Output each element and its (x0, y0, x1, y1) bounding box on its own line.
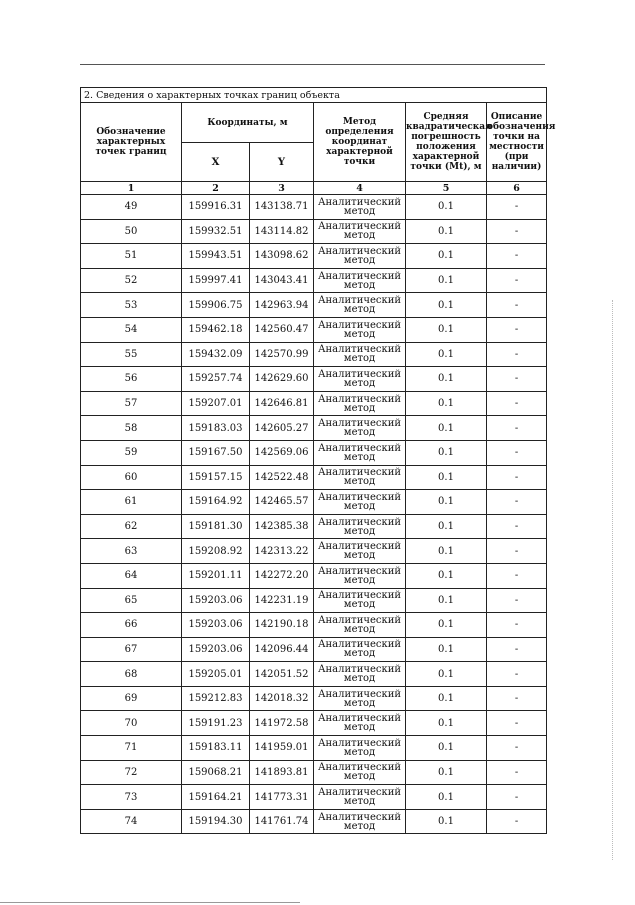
header-x: X (182, 143, 250, 182)
cell-y: 143114.82 (250, 219, 314, 244)
cell-desc: - (487, 195, 547, 220)
table-row (81, 514, 547, 539)
cell-x: 159167.50 (182, 440, 250, 465)
cell-point: 72 (81, 760, 182, 785)
column-number: 6 (487, 182, 547, 195)
cell-mt: 0.1 (406, 736, 487, 761)
cell-x: 159208.92 (182, 539, 250, 564)
cell-point: 59 (81, 440, 182, 465)
cell-desc: - (487, 637, 547, 662)
table-row (81, 416, 547, 441)
cell-mt: 0.1 (406, 268, 487, 293)
cell-mt: 0.1 (406, 637, 487, 662)
section-title: 2. Сведения о характерных точках границ объекта (81, 88, 547, 103)
cell-point: 54 (81, 317, 182, 342)
table-row (81, 809, 547, 834)
cell-method: Аналитический метод (314, 637, 406, 662)
cell-x: 159183.11 (182, 736, 250, 761)
table-row (81, 785, 547, 810)
cell-x: 159257.74 (182, 367, 250, 392)
column-number: 5 (406, 182, 487, 195)
cell-mt: 0.1 (406, 662, 487, 687)
cell-mt: 0.1 (406, 416, 487, 441)
cell-method: Аналитический метод (314, 367, 406, 392)
cell-method: Аналитический метод (314, 268, 406, 293)
cell-point: 58 (81, 416, 182, 441)
cell-point: 55 (81, 342, 182, 367)
cell-x: 159943.51 (182, 244, 250, 269)
cell-desc: - (487, 490, 547, 515)
cell-x: 159205.01 (182, 662, 250, 687)
cell-x: 159164.92 (182, 490, 250, 515)
cell-y: 142190.18 (250, 613, 314, 638)
table-row (81, 711, 547, 736)
cell-point: 53 (81, 293, 182, 318)
cell-point: 69 (81, 686, 182, 711)
cell-x: 159068.21 (182, 760, 250, 785)
cell-point: 63 (81, 539, 182, 564)
cell-mt: 0.1 (406, 219, 487, 244)
cell-x: 159207.01 (182, 391, 250, 416)
cell-method: Аналитический метод (314, 195, 406, 220)
cell-x: 159203.06 (182, 613, 250, 638)
cell-method: Аналитический метод (314, 686, 406, 711)
cell-y: 141972.58 (250, 711, 314, 736)
cell-desc: - (487, 219, 547, 244)
cell-method: Аналитический метод (314, 416, 406, 441)
cell-x: 159906.75 (182, 293, 250, 318)
cell-point: 64 (81, 563, 182, 588)
cell-desc: - (487, 342, 547, 367)
cell-y: 143043.41 (250, 268, 314, 293)
cell-mt: 0.1 (406, 785, 487, 810)
cell-y: 142560.47 (250, 317, 314, 342)
cell-desc: - (487, 293, 547, 318)
cell-method: Аналитический метод (314, 809, 406, 834)
cell-desc: - (487, 514, 547, 539)
cell-mt: 0.1 (406, 244, 487, 269)
header-error: Средняя квадратическая погрешность положения характерной точки (Mt), м (406, 103, 487, 182)
cell-desc: - (487, 416, 547, 441)
table-row (81, 760, 547, 785)
cell-y: 141773.31 (250, 785, 314, 810)
cell-desc: - (487, 440, 547, 465)
column-number: 1 (81, 182, 182, 195)
cell-x: 159203.06 (182, 588, 250, 613)
cell-y: 142272.20 (250, 563, 314, 588)
cell-x: 159181.30 (182, 514, 250, 539)
header-desc: Описание обозначения точки на местности (при наличии) (487, 103, 547, 182)
cell-mt: 0.1 (406, 293, 487, 318)
table-row (81, 391, 547, 416)
cell-mt: 0.1 (406, 391, 487, 416)
cell-mt: 0.1 (406, 563, 487, 588)
cell-x: 159191.23 (182, 711, 250, 736)
cell-y: 142051.52 (250, 662, 314, 687)
cell-mt: 0.1 (406, 195, 487, 220)
cell-mt: 0.1 (406, 613, 487, 638)
cell-mt: 0.1 (406, 465, 487, 490)
cell-y: 142231.19 (250, 588, 314, 613)
cell-mt: 0.1 (406, 539, 487, 564)
table-row (81, 195, 547, 220)
cell-point: 65 (81, 588, 182, 613)
cell-desc: - (487, 563, 547, 588)
cell-desc: - (487, 613, 547, 638)
cell-x: 159462.18 (182, 317, 250, 342)
cell-desc: - (487, 686, 547, 711)
top-rule (80, 64, 545, 65)
cell-x: 159194.30 (182, 809, 250, 834)
cell-mt: 0.1 (406, 686, 487, 711)
cell-x: 159183.03 (182, 416, 250, 441)
cell-mt: 0.1 (406, 342, 487, 367)
cell-x: 159916.31 (182, 195, 250, 220)
cell-point: 73 (81, 785, 182, 810)
cell-method: Аналитический метод (314, 440, 406, 465)
cell-x: 159201.11 (182, 563, 250, 588)
column-number: 3 (250, 182, 314, 195)
cell-desc: - (487, 367, 547, 392)
cell-y: 142096.44 (250, 637, 314, 662)
cell-desc: - (487, 785, 547, 810)
table-row (81, 613, 547, 638)
cell-point: 57 (81, 391, 182, 416)
table-row (81, 662, 547, 687)
cell-point: 50 (81, 219, 182, 244)
cell-point: 62 (81, 514, 182, 539)
cell-x: 159212.83 (182, 686, 250, 711)
table-row (81, 563, 547, 588)
table-row (81, 342, 547, 367)
cell-y: 142629.60 (250, 367, 314, 392)
table-row (81, 268, 547, 293)
cell-point: 66 (81, 613, 182, 638)
cell-y: 141959.01 (250, 736, 314, 761)
cell-desc: - (487, 317, 547, 342)
table-row (81, 317, 547, 342)
cell-desc: - (487, 391, 547, 416)
cell-x: 159432.09 (182, 342, 250, 367)
cell-method: Аналитический метод (314, 244, 406, 269)
header-coords: Координаты, м (182, 103, 314, 143)
table-row (81, 367, 547, 392)
cell-y: 142605.27 (250, 416, 314, 441)
cell-method: Аналитический метод (314, 662, 406, 687)
cell-y: 143138.71 (250, 195, 314, 220)
cell-y: 142313.22 (250, 539, 314, 564)
cell-y: 142018.32 (250, 686, 314, 711)
table-body (81, 195, 547, 834)
cell-mt: 0.1 (406, 514, 487, 539)
cell-point: 68 (81, 662, 182, 687)
cell-desc: - (487, 588, 547, 613)
cell-mt: 0.1 (406, 711, 487, 736)
cell-desc: - (487, 809, 547, 834)
cell-y: 142570.99 (250, 342, 314, 367)
cell-x: 159997.41 (182, 268, 250, 293)
cell-desc: - (487, 244, 547, 269)
cell-y: 142646.81 (250, 391, 314, 416)
cell-point: 67 (81, 637, 182, 662)
cell-mt: 0.1 (406, 317, 487, 342)
cell-point: 70 (81, 711, 182, 736)
cell-method: Аналитический метод (314, 785, 406, 810)
cell-y: 142522.48 (250, 465, 314, 490)
cell-y: 142465.57 (250, 490, 314, 515)
cell-point: 60 (81, 465, 182, 490)
table-row (81, 588, 547, 613)
cell-desc: - (487, 711, 547, 736)
cell-desc: - (487, 539, 547, 564)
table-row (81, 686, 547, 711)
cell-mt: 0.1 (406, 490, 487, 515)
cell-mt: 0.1 (406, 367, 487, 392)
cell-desc: - (487, 760, 547, 785)
cell-point: 71 (81, 736, 182, 761)
table-row (81, 244, 547, 269)
cell-point: 52 (81, 268, 182, 293)
cell-method: Аналитический метод (314, 563, 406, 588)
boundary-points-table (80, 87, 556, 834)
cell-method: Аналитический метод (314, 514, 406, 539)
cell-method: Аналитический метод (314, 293, 406, 318)
cell-mt: 0.1 (406, 588, 487, 613)
cell-method: Аналитический метод (314, 465, 406, 490)
column-number: 4 (314, 182, 406, 195)
cell-point: 61 (81, 490, 182, 515)
cell-desc: - (487, 662, 547, 687)
cell-desc: - (487, 736, 547, 761)
cell-point: 49 (81, 195, 182, 220)
cell-y: 143098.62 (250, 244, 314, 269)
cell-x: 159932.51 (182, 219, 250, 244)
cell-x: 159164.21 (182, 785, 250, 810)
cell-method: Аналитический метод (314, 317, 406, 342)
cell-method: Аналитический метод (314, 613, 406, 638)
table-row (81, 465, 547, 490)
cell-mt: 0.1 (406, 760, 487, 785)
column-number: 2 (182, 182, 250, 195)
cell-point: 74 (81, 809, 182, 834)
header-method: Метод определения координат характерной точки (314, 103, 406, 182)
table-row (81, 219, 547, 244)
table-row (81, 637, 547, 662)
margin-dotted-line (612, 300, 614, 860)
cell-mt: 0.1 (406, 809, 487, 834)
cell-method: Аналитический метод (314, 760, 406, 785)
cell-y: 142385.38 (250, 514, 314, 539)
cell-y: 141761.74 (250, 809, 314, 834)
cell-method: Аналитический метод (314, 711, 406, 736)
cell-point: 51 (81, 244, 182, 269)
cell-desc: - (487, 465, 547, 490)
cell-method: Аналитический метод (314, 588, 406, 613)
cell-x: 159203.06 (182, 637, 250, 662)
header-point: Обозначение характерных точек границ (81, 103, 182, 182)
cell-y: 142963.94 (250, 293, 314, 318)
table-row (81, 293, 547, 318)
cell-x: 159157.15 (182, 465, 250, 490)
header-y: Y (250, 143, 314, 182)
cell-method: Аналитический метод (314, 391, 406, 416)
cell-y: 141893.81 (250, 760, 314, 785)
cell-method: Аналитический метод (314, 736, 406, 761)
cell-desc: - (487, 268, 547, 293)
cell-method: Аналитический метод (314, 219, 406, 244)
cell-method: Аналитический метод (314, 539, 406, 564)
table-row (81, 440, 547, 465)
cell-method: Аналитический метод (314, 342, 406, 367)
cell-mt: 0.1 (406, 440, 487, 465)
cell-y: 142569.06 (250, 440, 314, 465)
cell-method: Аналитический метод (314, 490, 406, 515)
bottom-rule (0, 902, 300, 903)
table-row (81, 539, 547, 564)
table-row (81, 490, 547, 515)
table-row (81, 736, 547, 761)
cell-point: 56 (81, 367, 182, 392)
